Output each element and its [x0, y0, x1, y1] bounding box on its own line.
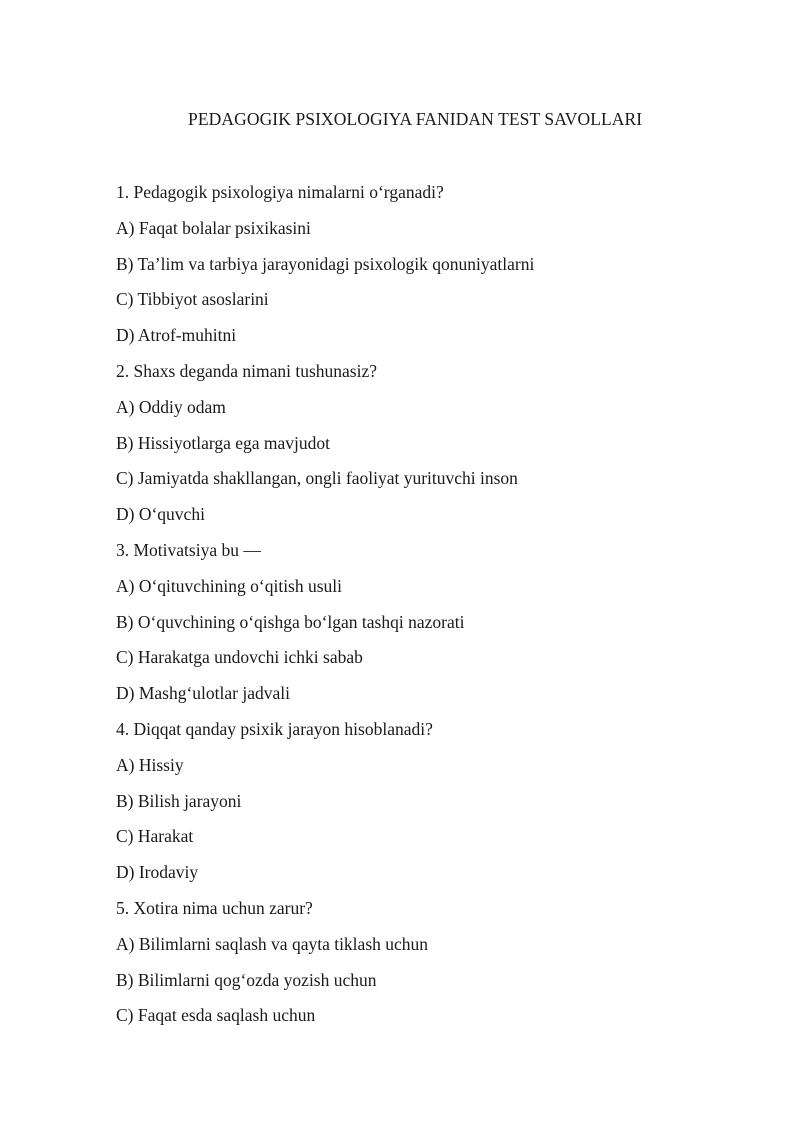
- answer-option: C) Faqat esda saqlash uchun: [116, 1005, 316, 1026]
- answer-option: A) Bilimlarni saqlash va qayta tiklash uchun: [116, 933, 429, 954]
- answer-option: D) Mashg‘ulotlar jadvali: [116, 683, 290, 704]
- answer-option: C) Harakat: [116, 826, 194, 847]
- question-line: 3. Motivatsiya bu —: [116, 539, 261, 560]
- question-line: 4. Diqqat qanday psixik jarayon hisoblanadi?: [116, 718, 433, 739]
- question-line: 1. Pedagogik psixologiya nimalarni o‘rganadi?: [116, 182, 444, 202]
- answer-option: B) Bilish jarayoni: [116, 790, 242, 811]
- answer-option: C) Tibbiyot asoslarini: [116, 289, 269, 310]
- page-title: PEDAGOGIK PSIXOLOGIYA FANIDAN TEST SAVOLLARI: [188, 109, 643, 129]
- answer-option: B) O‘quvchining o‘qishga bo‘lgan tashqi nazorati: [116, 611, 465, 632]
- answer-option: C) Jamiyatda shakllangan, ongli faoliyat yurituvchi inson: [116, 468, 518, 489]
- answer-option: D) Atrof-muhitni: [116, 325, 237, 346]
- answer-option: B) Hissiyotlarga ega mavjudot: [116, 432, 331, 453]
- question-list: [116, 181, 534, 1040]
- answer-option: B) Ta’lim va tarbiya jarayonidagi psixologik qonuniyatlarni: [116, 253, 535, 274]
- answer-option: D) Irodaviy: [116, 862, 199, 883]
- question-line: 5. Xotira nima uchun zarur?: [116, 897, 313, 918]
- answer-option: D) O‘quvchi: [116, 504, 205, 525]
- question-line: 2. Shaxs deganda nimani tushunasiz?: [116, 360, 377, 381]
- answer-option: C) Harakatga undovchi ichki sabab: [116, 647, 363, 668]
- answer-option: A) Oddiy odam: [116, 396, 226, 417]
- answer-option: B) Bilimlarni qog‘ozda yozish uchun: [116, 969, 377, 990]
- answer-option: A) O‘qituvchining o‘qitish usuli: [116, 575, 343, 596]
- answer-option: A) Hissiy: [116, 754, 184, 775]
- answer-option: A) Faqat bolalar psixikasini: [116, 217, 311, 238]
